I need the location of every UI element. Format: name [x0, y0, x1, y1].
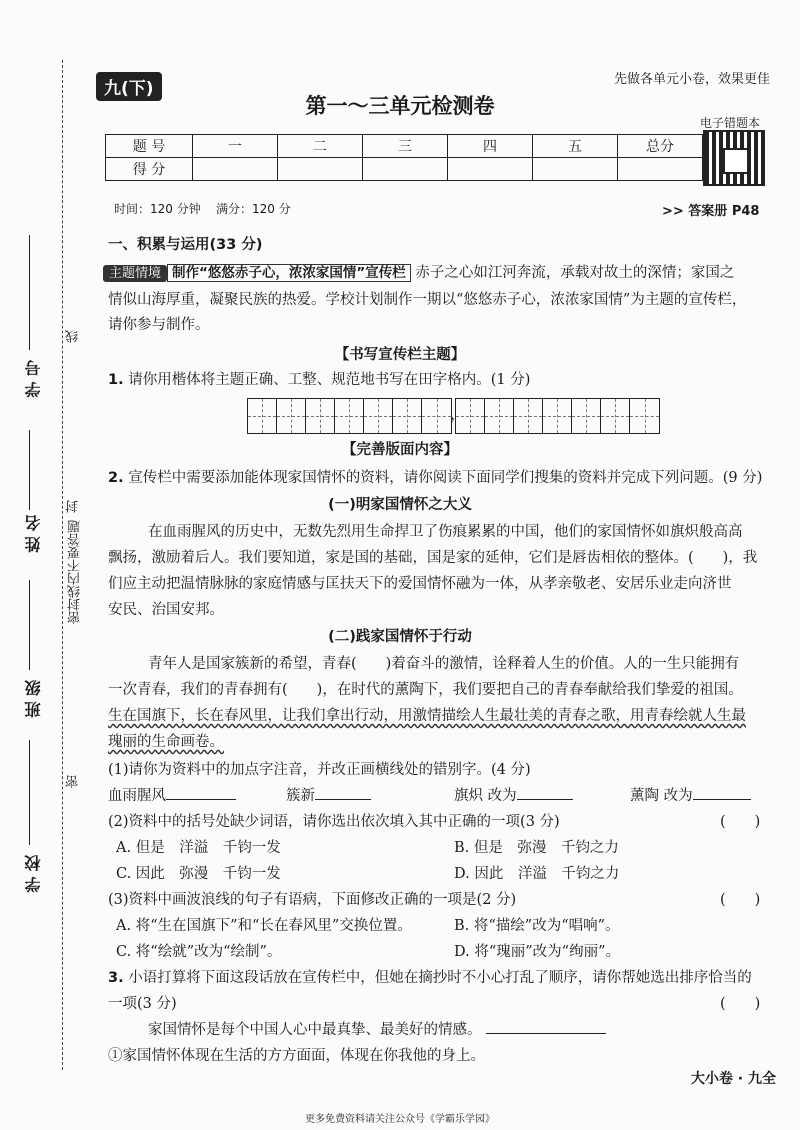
question-2-3: (3)资料中画波浪线的句子有语病，下面修改正确的一项是(2 分)	[108, 892, 517, 908]
word-1-row	[108, 786, 236, 808]
word-4-blank[interactable]	[693, 799, 751, 800]
option-2-c[interactable]: C. 因此 弥漫 千钧一发	[116, 866, 281, 882]
question-2-1: (1)请你为资料中的加点字注音，并改正画横线处的错别字。(4 分)	[108, 762, 531, 778]
question-3-lead-text: 家国情怀是每个中国人心中最真挚、最美好的情感。	[148, 1022, 482, 1038]
score-value-row	[106, 158, 703, 181]
top-note: 先做各单元小卷，效果更佳	[613, 72, 770, 87]
school-label: 学 校	[24, 855, 43, 893]
section-1-title: 一、积累与运用(33 分)	[108, 237, 263, 253]
question-2-2: (2)资料中的括号处缺少词语，请你选出依次填入其中正确的一项(3 分)	[108, 814, 560, 830]
sub-heading-2: (二)践家国情怀于行动	[328, 629, 472, 645]
score-cell-3[interactable]	[363, 158, 448, 181]
ebook-label: 电子错题本	[700, 116, 761, 130]
option-2-a[interactable]: A. 但是 洋溢 千钧一发	[116, 840, 281, 856]
question-3-blank[interactable]	[486, 1033, 606, 1034]
para2-line1: 青年人是国家簇新的希望，青春( )着奋斗的激情，诠释着人生的价值。人的一生只能拥有	[148, 656, 740, 672]
grade-badge: 九(下)	[96, 72, 162, 101]
question-3-answer[interactable]: ( )	[720, 996, 761, 1012]
word-2-row	[286, 786, 371, 808]
score-table	[105, 134, 703, 181]
page-label: 大小卷 · 九全	[690, 1071, 776, 1087]
part-a-heading: 【书写宣传栏主题】	[334, 347, 466, 363]
question-2	[108, 468, 762, 490]
word-2-blank[interactable]	[315, 799, 371, 800]
para2-line4-wavy: 瑰丽的生命画卷。	[108, 734, 224, 750]
class-blank[interactable]	[29, 580, 30, 670]
theme-title: 制作“悠悠赤子心，浓浓家国情”宣传栏	[167, 264, 411, 282]
student-id-label: 学 号	[24, 360, 43, 398]
score-col-label: 题 号	[106, 135, 193, 158]
seal-feng-char: 封	[66, 500, 81, 513]
class-label: 班 级	[24, 680, 43, 718]
seal-mi-char: 密	[66, 775, 81, 788]
footer-note: 更多免费资料请关注公众号《学霸乐学园》	[305, 1114, 495, 1125]
word-4-row	[630, 786, 751, 808]
option-2-b[interactable]: B. 但是 弥漫 千钧之力	[454, 840, 619, 856]
intro-1: 赤子之心如江河奔流，承载对故土的深情；家国之	[415, 265, 735, 281]
question-3-line1	[108, 968, 752, 990]
score-cell-5[interactable]	[533, 158, 618, 181]
theme-tag: 主题情境	[103, 265, 167, 282]
score-row-label: 得 分	[106, 158, 193, 181]
theme-line-1	[103, 263, 734, 285]
grid-comma: ，	[450, 404, 467, 423]
question-2-3-answer[interactable]: ( )	[720, 892, 761, 908]
para2-line2: 一次青春，我们的青春拥有( )，在时代的薰陶下，我们要把自己的青春奉献给我们挚爱的祖国。	[108, 682, 743, 698]
question-3-text-1: 小语打算将下面这段话放在宣传栏中，但她在摘抄时不小心打乱了顺序，请你帮她选出排序恰当的	[128, 970, 752, 986]
question-2-text: 宣传栏中需要添加能体现家国情怀的资料，请你阅读下面同学们搜集的资料并完成下列问题。(9 分)	[128, 470, 763, 486]
word-3-row	[454, 786, 573, 808]
school-blank[interactable]	[29, 740, 30, 845]
page-title: 第一～三单元检测卷	[305, 94, 495, 118]
score-col-2: 二	[278, 135, 363, 158]
para1-line1: 在血雨腥风的历史中，无数先烈用生命捍卫了伤痕累累的中国，他们的家国情怀如旗炽般高高	[148, 524, 743, 540]
student-id-field[interactable]	[22, 235, 30, 354]
word-4: 薰陶 改为	[630, 788, 693, 804]
option-3-c[interactable]: C. 将“绘就”改为“绘制”。	[116, 944, 282, 960]
exam-time: 时间：120 分钟	[114, 202, 201, 216]
question-1-text: 请你用楷体将主题正确、工整、规范地书写在田字格内。(1 分)	[128, 372, 531, 388]
para1-line2: 飘扬，激励着后人。我们要知道，家是国的基础，国是家的延伸，它们是唇齿相依的整体。( )，我	[108, 550, 758, 566]
para1-line3: 们应主动把温情脉脉的家庭情感与匡扶天下的爱国情怀融为一体，从孝亲敬老、安居乐业走向济世	[108, 576, 732, 592]
answer-ref: >> 答案册 P48	[662, 204, 760, 219]
question-1-number: 1.	[108, 372, 124, 388]
word-1-blank[interactable]	[166, 799, 236, 800]
option-2-d[interactable]: D. 因此 洋溢 千钧之力	[454, 866, 620, 882]
para2-line3-wavy: 生在国旗下，长在春风里，让我们拿出行动，用激情描绘人生最壮美的青春之歌，用青春绘就人生最	[108, 708, 746, 724]
sub-heading-1: (一)明家国情怀之大义	[328, 497, 472, 513]
score-header-row	[106, 135, 703, 158]
question-1	[108, 370, 530, 392]
intro-3: 请你参与制作。	[108, 317, 210, 333]
qr-code-icon[interactable]	[703, 130, 765, 186]
question-3-lead	[148, 1020, 606, 1042]
option-3-d[interactable]: D. 将“瑰丽”改为“绚丽”。	[454, 944, 620, 960]
word-3: 旗炽 改为	[454, 788, 517, 804]
seal-line-char: 线	[66, 330, 81, 343]
question-3-line2: 一项(3 分)	[108, 996, 177, 1012]
student-id-blank[interactable]	[29, 235, 30, 350]
word-1: 血雨腥风	[108, 788, 166, 804]
question-2-number: 2.	[108, 470, 124, 486]
question-3-item-1: ①家国情怀体现在生活的方方面面，体现在你我他的身上。	[108, 1048, 485, 1064]
no-answer-notice: 密封线内不要答题	[68, 520, 83, 624]
score-col-5: 五	[533, 135, 618, 158]
score-cell-4[interactable]	[448, 158, 533, 181]
para1-line4: 安民、治国安邦。	[108, 602, 224, 618]
question-2-2-answer[interactable]: ( )	[720, 814, 761, 830]
intro-2: 情似山海厚重，凝聚民族的热爱。学校计划制作一期以“悠悠赤子心，浓浓家国情”为主题的宣传栏，	[108, 292, 747, 308]
score-cell-1[interactable]	[193, 158, 278, 181]
word-3-blank[interactable]	[517, 799, 573, 800]
score-cell-2[interactable]	[278, 158, 363, 181]
seal-line	[62, 60, 63, 1070]
score-cell-total[interactable]	[618, 158, 703, 181]
exam-full-score: 满分：120 分	[216, 202, 291, 216]
tianzi-grid-left[interactable]	[247, 398, 452, 434]
exam-meta	[114, 200, 291, 217]
score-col-3: 三	[363, 135, 448, 158]
school-field[interactable]	[22, 740, 30, 849]
option-3-b[interactable]: B. 将“描绘”改为“唱响”。	[454, 918, 620, 934]
score-col-1: 一	[193, 135, 278, 158]
tianzi-grid-right[interactable]	[455, 398, 660, 434]
word-2: 簇新	[286, 788, 315, 804]
score-col-4: 四	[448, 135, 533, 158]
part-b-heading: 【完善版面内容】	[342, 442, 458, 458]
score-col-total: 总分	[618, 135, 703, 158]
question-3-number: 3.	[108, 970, 124, 986]
name-label: 姓 名	[24, 515, 43, 553]
option-3-a[interactable]: A. 将“生在国旗下”和“长在春风里”交换位置。	[116, 918, 412, 934]
